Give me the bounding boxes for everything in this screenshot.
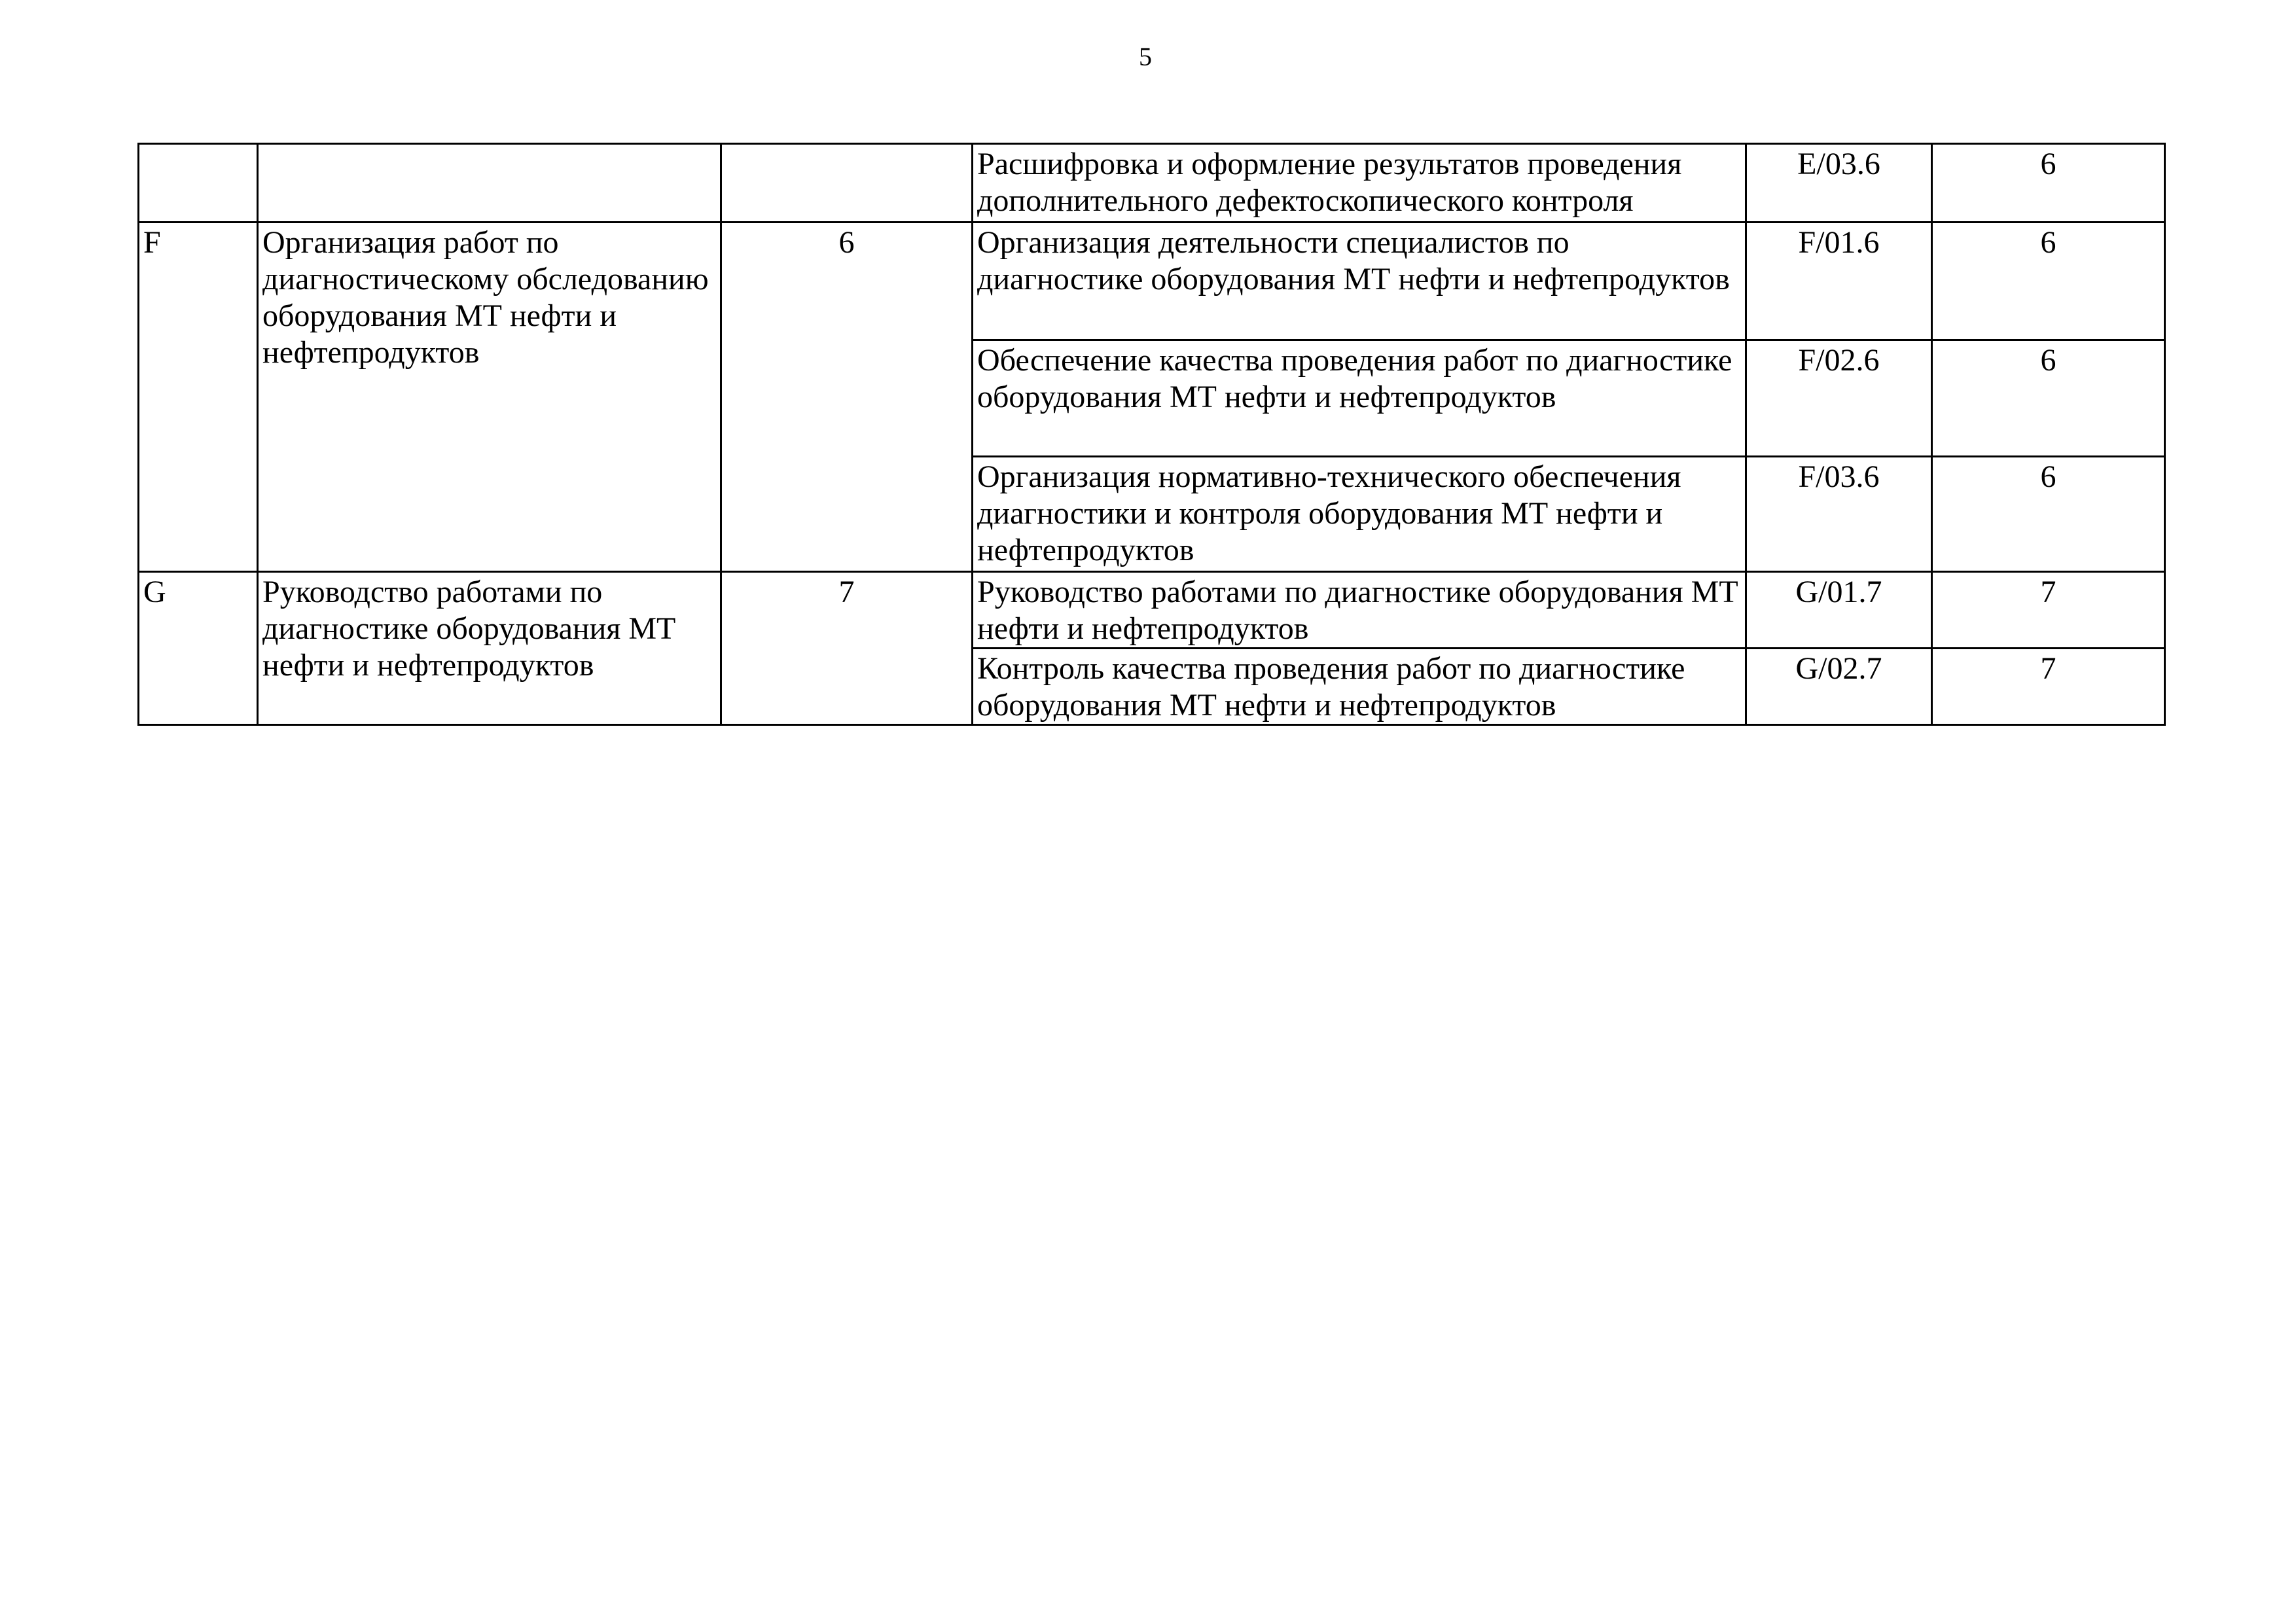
sublevel-cell: 6	[1932, 457, 2165, 572]
labor-function-name-cell: Организация нормативно-технического обеспечения диагностики и контроля оборудования МТ нефти и нефтепродуктов	[973, 457, 1746, 572]
general-function-code-cell	[139, 144, 258, 223]
qualification-level-cell	[721, 144, 973, 223]
labor-function-name-cell: Контроль качества проведения работ по диагностике оборудования МТ нефти и нефтепродуктов	[973, 649, 1746, 725]
labor-functions-table	[137, 143, 2166, 726]
labor-function-name-cell: Обеспечение качества проведения работ по диагностике оборудования МТ нефти и нефтепродуктов	[973, 340, 1746, 457]
labor-function-code-cell: G/02.7	[1746, 649, 1932, 725]
labor-function-name-cell: Расшифровка и оформление результатов проведения дополнительного дефектоскопического контроля	[973, 144, 1746, 223]
table-row	[139, 572, 2165, 649]
general-function-name-cell: Руководство работами по диагностике оборудования МТ нефти и нефтепродуктов	[258, 572, 721, 725]
labor-function-code-cell: G/01.7	[1746, 572, 1932, 649]
page-number: 5	[1139, 42, 1152, 71]
sublevel-cell: 7	[1932, 572, 2165, 649]
sublevel-cell: 6	[1932, 223, 2165, 340]
labor-function-name-cell: Организация деятельности специалистов по диагностике оборудования МТ нефти и нефтепродуктов	[973, 223, 1746, 340]
labor-function-code-cell: F/02.6	[1746, 340, 1932, 457]
sublevel-cell: 6	[1932, 340, 2165, 457]
qualification-level-cell: 7	[721, 572, 973, 725]
general-function-name-cell: Организация работ по диагностическому обследованию оборудования МТ нефти и нефтепродуктов	[258, 223, 721, 572]
labor-function-code-cell: F/03.6	[1746, 457, 1932, 572]
general-function-code-cell: G	[139, 572, 258, 725]
labor-function-code-cell: E/03.6	[1746, 144, 1932, 223]
labor-function-code-cell: F/01.6	[1746, 223, 1932, 340]
sublevel-cell: 7	[1932, 649, 2165, 725]
general-function-code-cell: F	[139, 223, 258, 572]
general-function-name-cell	[258, 144, 721, 223]
qualification-level-cell: 6	[721, 223, 973, 572]
table-row	[139, 144, 2165, 223]
sublevel-cell: 6	[1932, 144, 2165, 223]
table-row	[139, 223, 2165, 340]
labor-function-name-cell: Руководство работами по диагностике оборудования МТ нефти и нефтепродуктов	[973, 572, 1746, 649]
